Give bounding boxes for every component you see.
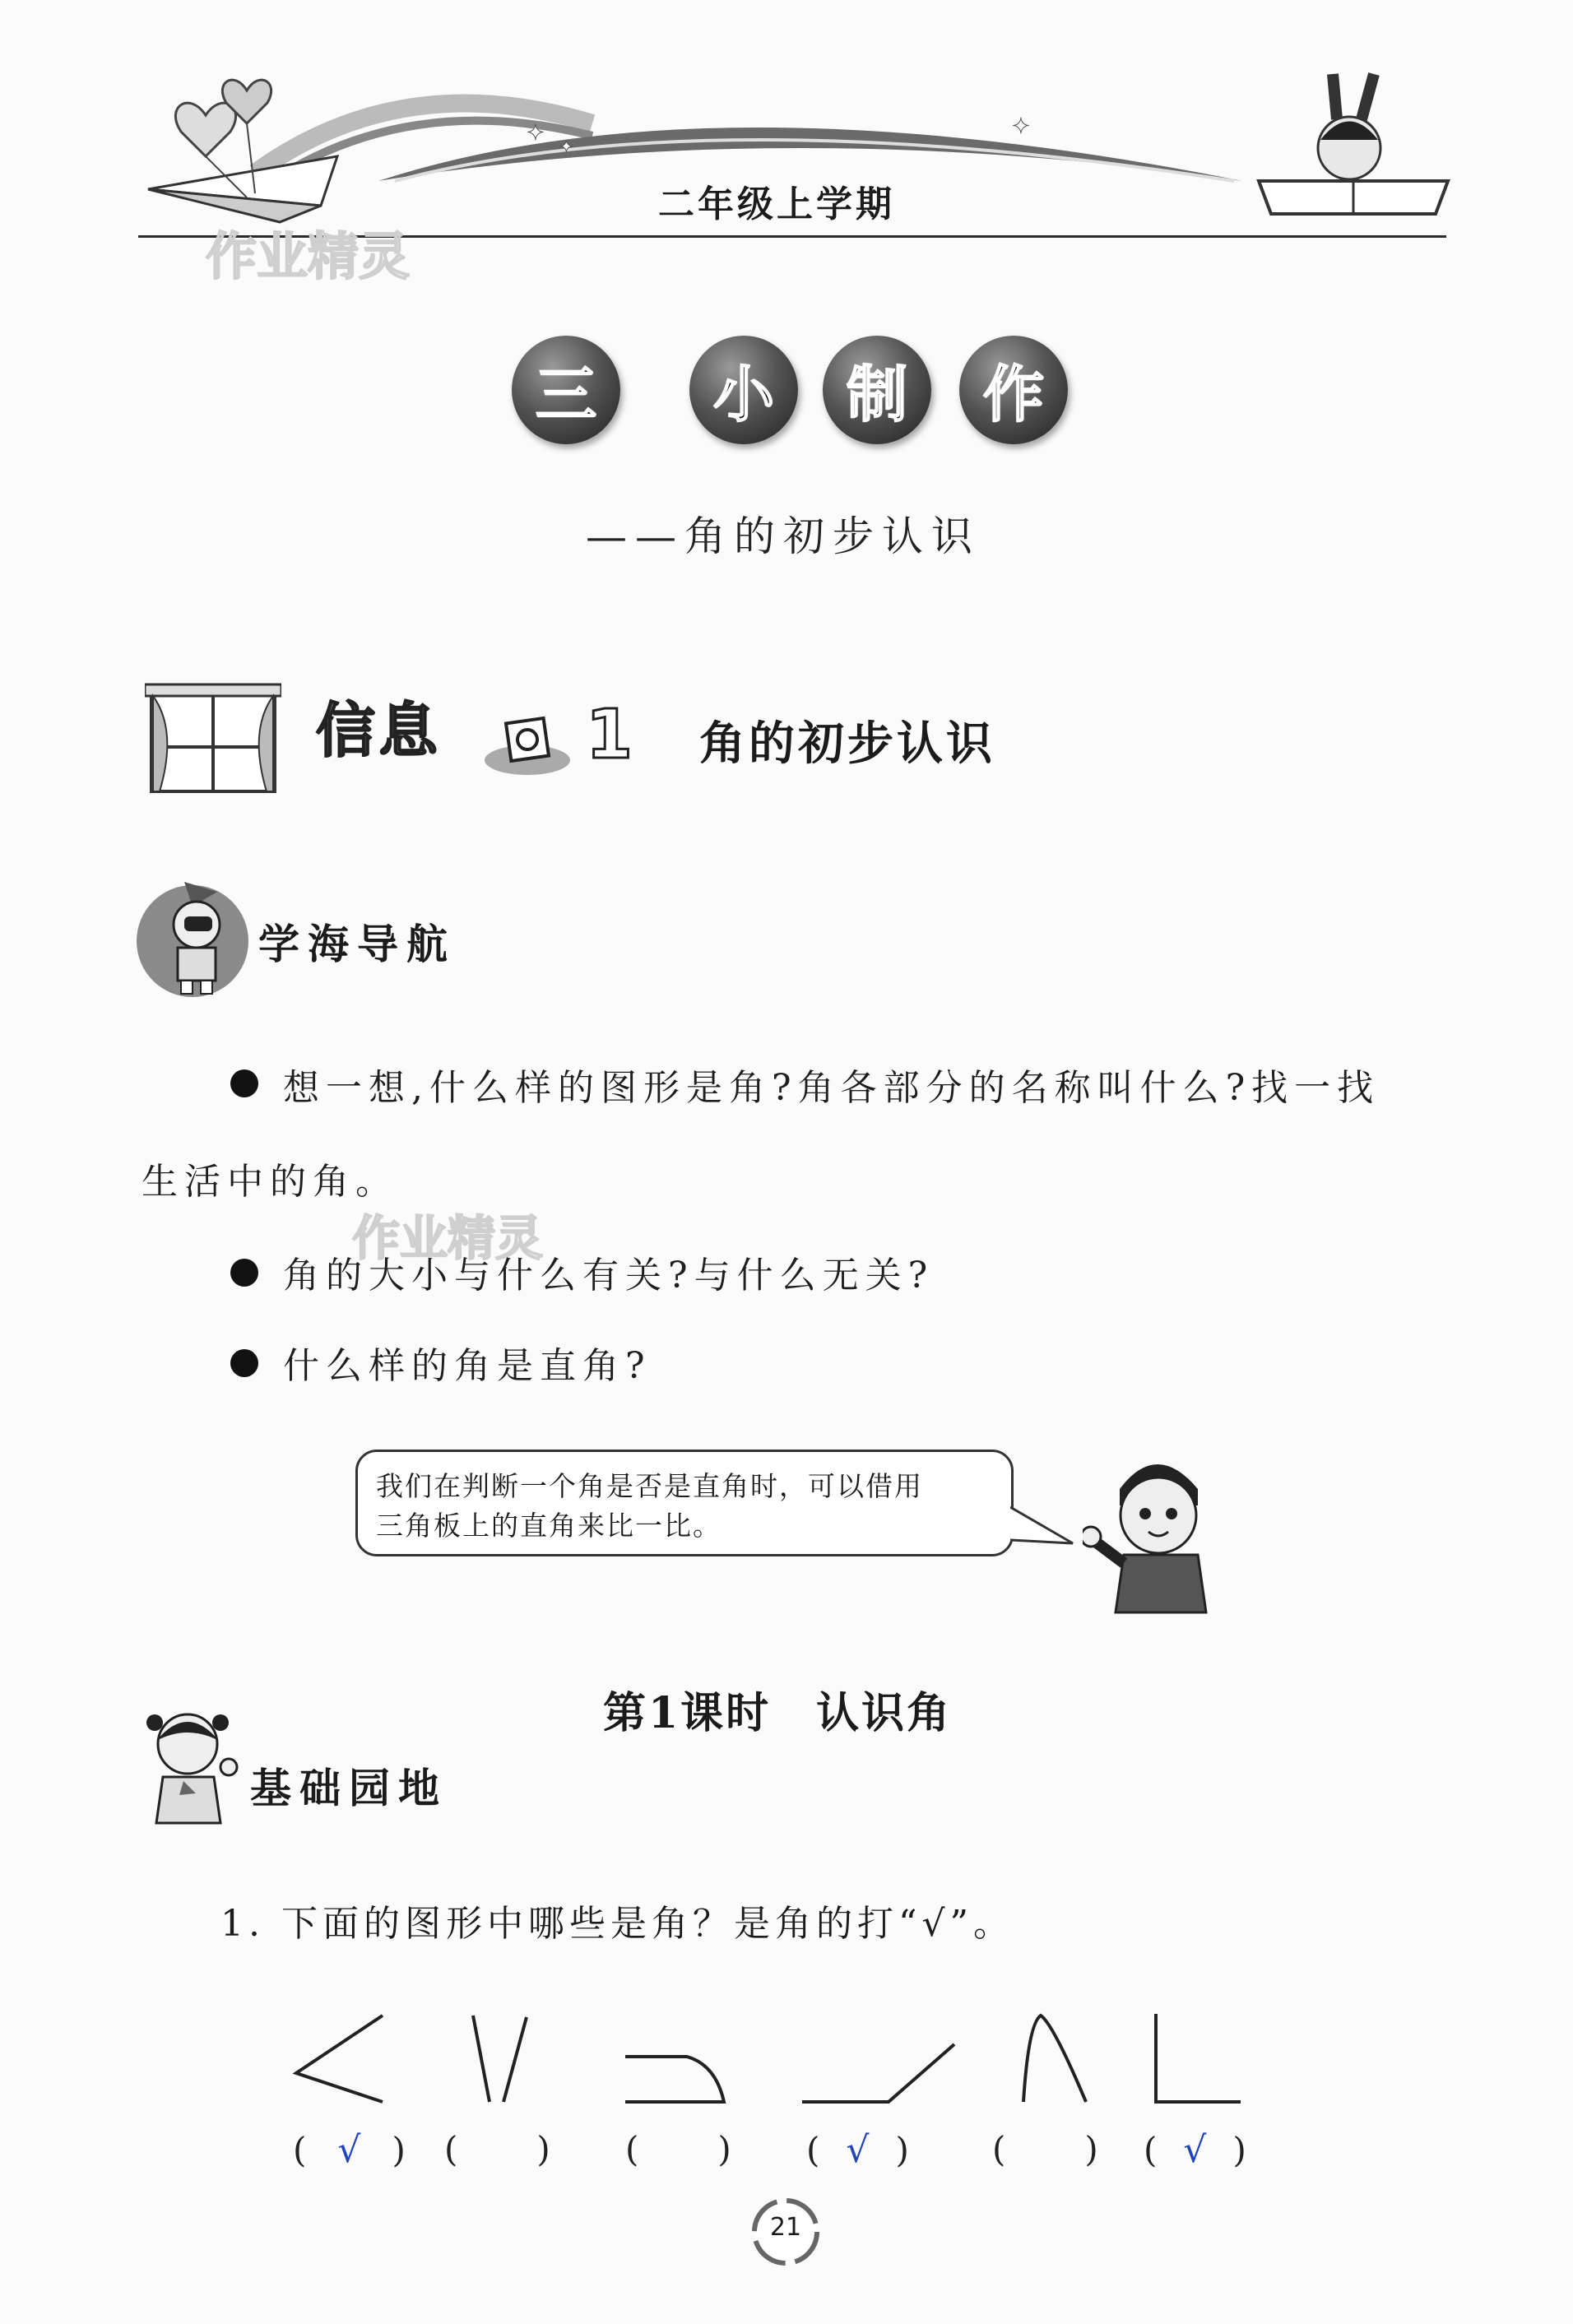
nav-bullet-3: 什么样的角是直角? — [283, 1345, 652, 1387]
figure-curve-3 — [625, 2057, 724, 2102]
bullet-dot — [230, 1349, 258, 1377]
svg-text:✦: ✦ — [527, 121, 545, 146]
bullet-dot — [230, 1069, 258, 1097]
figure-angle-1 — [296, 2016, 383, 2102]
unit-subtitle: ——角的初步认识 — [586, 513, 981, 560]
unit-char: 小 — [713, 360, 774, 430]
unit-char-ball — [512, 336, 620, 444]
window-badge-icon — [482, 712, 573, 778]
unit-char-ball — [823, 336, 931, 444]
answer-mark-4: √ — [846, 2129, 870, 2171]
answer-slot-1[interactable]: ( √ ) — [293, 2129, 406, 2171]
explorer-avatar-icon — [135, 875, 257, 999]
unit-char: 三 — [536, 360, 596, 430]
watermark: 作业精灵 — [206, 226, 411, 286]
figure-angle-4 — [802, 2044, 954, 2102]
answer-mark-6: √ — [1183, 2129, 1207, 2171]
answer-mark-1: √ — [337, 2129, 361, 2171]
question-1: 1. 下面的图形中哪些是角？是角的打“√”。 — [220, 1903, 1014, 1945]
unit-char-ball — [689, 336, 798, 444]
unit-char: 作 — [983, 360, 1044, 430]
speech-bubble — [355, 1450, 1014, 1556]
girl-avatar-icon — [138, 1703, 245, 1826]
page-number: 21 — [769, 2213, 802, 2242]
window-illustration — [145, 681, 281, 796]
figure-arch-5 — [1023, 2016, 1086, 2102]
info-heading-word: 信息 — [316, 696, 442, 765]
svg-text:✦: ✦ — [559, 137, 573, 156]
figure-right-angle-6 — [1156, 2014, 1241, 2102]
angle-figures — [280, 1999, 1267, 2114]
nav-bullet-1: 想一想,什么样的图形是角?角各部分的名称叫什么?找一找 — [283, 1067, 1380, 1109]
bubble-line-1: 我们在判断一个角是否是直角时，可以借用 — [376, 1470, 923, 1502]
bubble-tail — [1010, 1505, 1076, 1547]
watermark: 作业精灵 — [352, 1210, 544, 1266]
answer-slot-6[interactable]: ( √ ) — [1144, 2129, 1246, 2171]
svg-text:✦: ✦ — [1012, 114, 1030, 139]
nav-bullet-1-continuation: 生活中的角。 — [142, 1161, 398, 1203]
boy-character-icon — [1083, 1440, 1231, 1621]
bullet-dot — [230, 1259, 258, 1287]
answer-slot-3[interactable]: ( ) — [625, 2129, 731, 2169]
nav-bullet-2: 角的大小与什么有关?与什么无关? — [283, 1255, 935, 1297]
foundation-section-title: 基础园地 — [250, 1765, 448, 1812]
info-title: 角的初步认识 — [699, 717, 995, 771]
answer-slot-5[interactable]: ( ) — [992, 2129, 1098, 2169]
unit-char: 制 — [847, 360, 907, 430]
lesson-title: 第1课时 认识角 — [603, 1688, 953, 1738]
answer-slot-2[interactable]: ( ) — [444, 2129, 550, 2169]
bubble-line-2: 三角板上的直角来比一比。 — [376, 1510, 722, 1542]
grade-label: 二年级上学期 — [658, 183, 895, 225]
answer-slot-4[interactable]: ( √ ) — [806, 2129, 909, 2171]
unit-char-ball — [959, 336, 1068, 444]
figure-lines-2 — [473, 2016, 490, 2102]
nav-section-title: 学海导航 — [258, 921, 456, 968]
info-number: 1 — [586, 696, 633, 774]
